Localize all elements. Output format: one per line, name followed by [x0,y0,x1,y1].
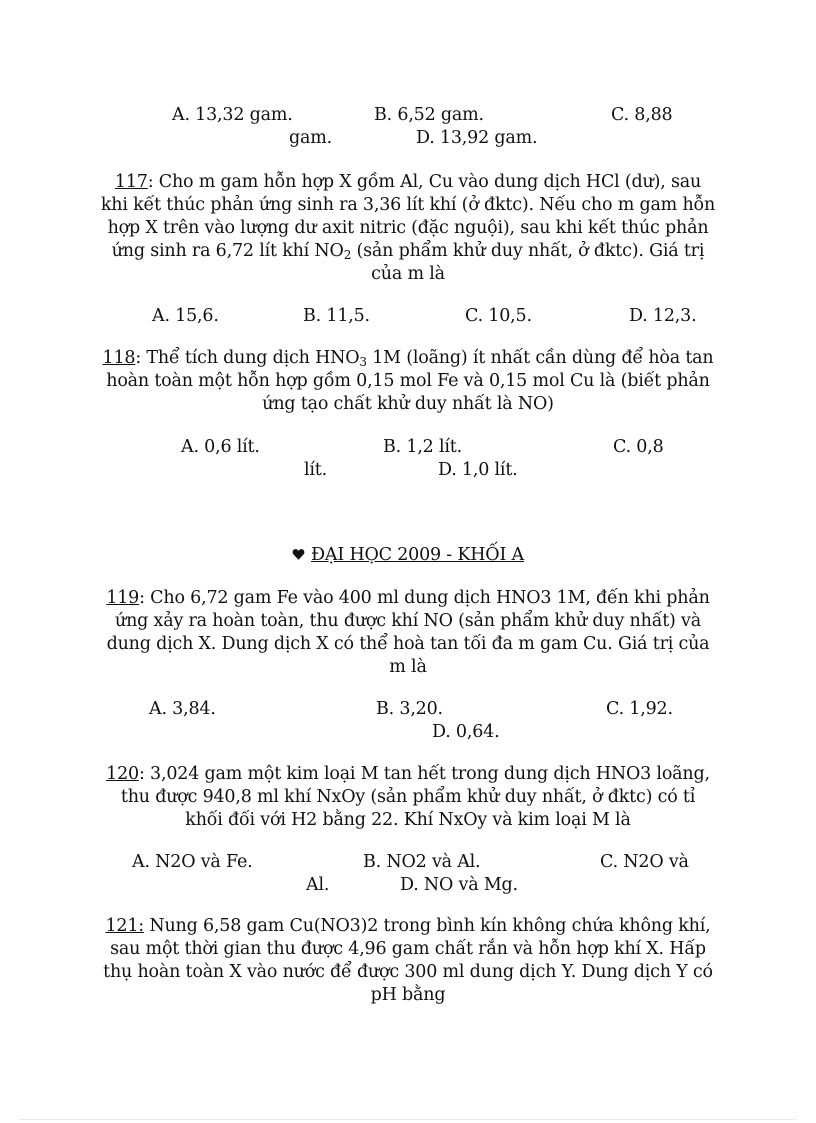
q117-line-3: hợp X trên vào lượng dư axit nitric (đặc nguội), sau khi kết thúc phản [107,218,709,238]
q120-option-d: D. NO và Mg. [400,875,518,895]
q119-line-4: m là [389,657,427,677]
q119-line-3: dung dịch X. Dung dịch X có thể hoà tan tối đa m gam Cu. Giá trị của [106,634,710,654]
q121-line-4: pH bằng [370,985,446,1005]
q119-option-b: B. 3,20. [376,699,443,719]
q120-option-c-continued: Al. [306,875,330,895]
q120-option-c: C. N2O và [600,852,689,872]
q117-line-4: ứng sinh ra 6,72 lít khí $NO_2$ (sản phẩm khử duy nhất, ở đktc). Giá trị [111,241,705,262]
q118-option-b: B. 1,2 lít. [383,437,462,457]
q117-option-a: A. 15,6. [152,306,219,326]
q116-option-b: B. 6,52 gam. [374,105,484,125]
q119-option-c: C. 1,92. [606,699,673,719]
q118-option-d: D. 1,0 lít. [438,460,518,480]
q116-option-c: C. 8,88 [611,105,673,125]
q119-option-d: D. 0,64. [432,722,500,742]
q121-number: 121: [105,916,144,936]
page-bottom-border [20,1119,796,1120]
q120-option-a: A. N2O và Fe. [132,852,253,872]
q117-option-d: D. 12,3. [629,306,697,326]
q116-option-c-continued: gam. [289,128,332,148]
q120-number: 120 [106,764,139,784]
q118-option-a: A. 0,6 lít. [181,437,260,457]
q119-line-2: ứng xảy ra hoàn toàn, thu được khí NO (sản phẩm khử duy nhất) và [115,611,701,631]
q121-line-2: sau một thời gian thu được 4,96 gam chất rắn và hỗn hợp khí X. Hấp [110,939,706,959]
q121-line-1: 121: Nung 6,58 gam Cu(NO3)2 trong bình kín không chứa không khí, [105,916,711,936]
q117-line-2: khi kết thúc phản ứng sinh ra 3,36 lít khí (ở đktc). Nếu cho m gam hỗn [100,195,716,215]
q118-option-c-continued: lít. [304,460,327,480]
q120-line-1: 120: 3,024 gam một kim loại M tan hết trong dung dịch HNO3 loãng, [106,764,710,784]
q119-number: 119 [106,588,140,608]
q117-line-1: 117: Cho m gam hỗn hợp X gồm Al, Cu vào dung dịch HCl (dư), sau [114,172,702,192]
q118-line-2: hoàn toàn một hỗn hợp gồm 0,15 mol Fe và 0,15 mol Cu là (biết phản [106,371,710,391]
q116-option-d: D. 13,92 gam. [416,128,538,148]
q120-option-b: B. NO2 và Al. [363,852,481,872]
q118-option-c: C. 0,8 [613,437,664,457]
q117-option-b: B. 11,5. [303,306,370,326]
heart-icon [292,548,305,561]
q119-option-a: A. 3,84. [149,699,216,719]
q119-line-1: 119: Cho 6,72 gam Fe vào 400 ml dung dịch HNO3 1M, đến khi phản [106,588,710,608]
q118-line-1: 118: Thể tích dung dịch $HNO_3$ 1M (loãng) ít nhất cần dùng để hòa tan [102,348,714,369]
q118-line-3: ứng tạo chất khử duy nhất là NO) [262,394,554,414]
q117-number: 117 [114,172,148,192]
q117-line-5: của m là [371,264,445,284]
section-title: ĐẠI HỌC 2009 - KHỐI A [311,545,524,565]
q117-option-c: C. 10,5. [465,306,532,326]
q121-line-3: thụ hoàn toàn X vào nước để được 300 ml dung dịch Y. Dung dịch Y có [103,962,713,982]
q118-number: 118 [102,348,136,368]
q120-line-2: thu được 940,8 ml khí NxOy (sản phẩm khử duy nhất, ở đktc) có tỉ [120,787,696,807]
q116-option-a: A. 13,32 gam. [172,105,293,125]
q120-line-3: khối đối với H2 bằng 22. Khí NxOy và kim loại M là [185,810,631,830]
section-heading [0,544,816,566]
